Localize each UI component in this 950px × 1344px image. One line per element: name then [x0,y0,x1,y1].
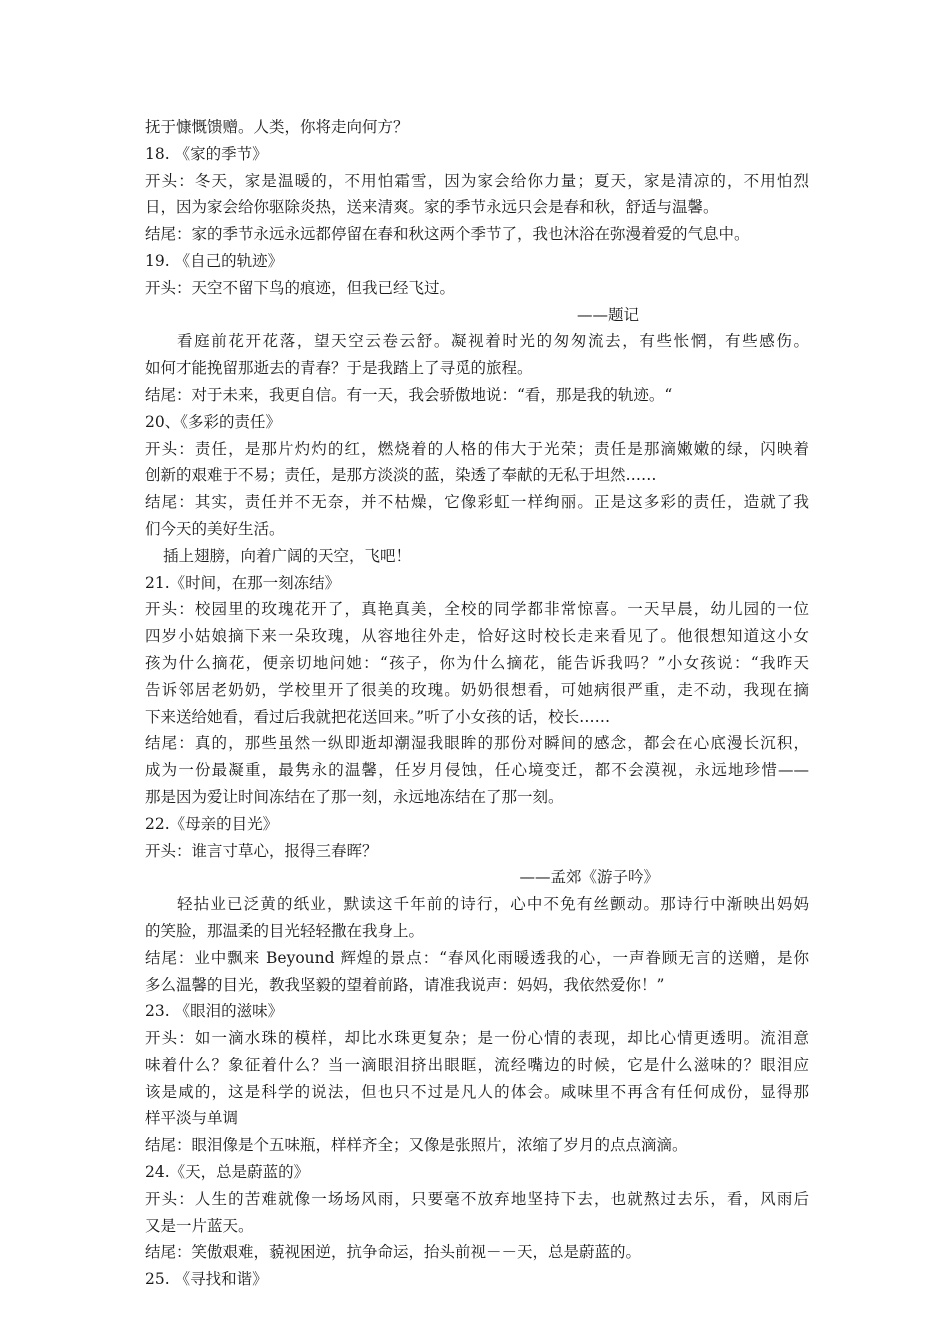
text-line: 创新的艰难于不易；责任，是那方淡淡的蓝，染透了奉献的无私于坦然…… [145,466,657,485]
text-line: 开头：谁言寸草心，报得三春晖？ [145,841,378,860]
epigraph-attribution: ——题记 [576,305,639,324]
text-line: 结尾：家的季节永远永远都停留在春和秋这两个季节了，我也沐浴在弥漫着爱的气息中。 [145,225,750,244]
text-line: 开头：冬天，家是温暖的，不用怕霜雪，因为家会给你力量；夏天，家是清凉的，不用怕烈 [145,171,809,190]
text-line: 开头：天空不留下鸟的痕迹，但我已经飞过。 [145,278,456,297]
text-line: 的笑脸，那温柔的目光轻轻撒在我身上。 [145,921,425,940]
text-line: 该是咸的，这是科学的说法，但也只不过是凡人的体会。咸味里不再含有任何成份，显得那 [145,1082,809,1101]
essay-title: 24.《天，总是蔚蓝的》 [145,1163,310,1182]
essay-title: 19. 《自己的轨迹》 [145,251,284,270]
text-line: 告诉邻居老奶奶，学校里开了很美的玫瑰。奶奶很想看，可她病很严重，走不动，我现在摘 [145,680,809,699]
text-line: 日，因为家会给你驱除炎热，送来清爽。家的季节永远只会是春和秋，舒适与温馨。 [145,198,719,217]
text-line: 成为一份最凝重，最隽永的温馨，任岁月侵蚀，任心境变迁，都不会漠视，永远地珍惜—— [145,761,809,780]
text-line: 结尾：笑傲艰难，藐视困逆，抗争命运，抬头前视－－天，总是蔚蓝的。 [145,1243,642,1262]
text-line: 抚于慷慨馈赠。人类，你将走向何方？ [145,118,409,136]
text-line: 结尾：真的，那些虽然一纵即逝却潮湿我眼眸的那份对瞬间的感念，都会在心底漫长沉积， [145,734,809,753]
document-body [145,114,809,1293]
text-line: 结尾：其实，责任并不无奈，并不枯燥，它像彩虹一样绚丽。正是这多彩的责任，造就了我 [145,493,809,512]
text-line: 下来送给她看，看过后我就把花送回来。”听了小女孩的话，校长…… [145,707,611,726]
essay-title: 18. 《家的季节》 [145,144,268,163]
text-line: 多么温馨的目光，教我坚毅的望着前路，请准我说声：妈妈，我依然爱你！” [145,975,665,994]
text-line: 看庭前花开花落，望天空云卷云舒。凝视着时光的匆匆流去，有些怅惘，有些感伤。 [177,332,809,351]
text-line: 轻拈业已泛黄的纸业，默读这千年前的诗行，心中不免有丝颤动。那诗行中渐映出妈妈 [177,895,809,914]
essay-title: 20、《多彩的责任》 [145,412,281,431]
essay-title: 22.《母亲的目光》 [145,814,279,833]
text-line: 味着什么？象征着什么？当一滴眼泪挤出眼眶，流经嘴边的时候，它是什么滋味的？眼泪应 [145,1055,809,1074]
essay-title: 25. 《寻找和谐》 [145,1270,268,1289]
text-line: 开头：校园里的玫瑰花开了，真艳真美，全校的同学都非常惊喜。一天早晨，幼儿园的一位 [145,600,809,619]
essay-title: 21.《时间，在那一刻冻结》 [145,573,341,592]
text-line: 结尾：业中飘来 Beyound 辉煌的景点：“春风化雨暖透我的心，一声眷顾无言的送赠，是你 [145,948,809,967]
text-line: 如何才能挽留那逝去的青春？于是我踏上了寻觅的旅程。 [145,359,533,378]
text-line: 开头：责任，是那片灼灼的红，燃烧着的人格的伟大于光荣；责任是那滴嫩嫩的绿，闪映着 [145,439,809,458]
text-line: 样平淡与单调 [145,1109,239,1128]
text-line: 孩为什么摘花，便亲切地问她：“孩子，你为什么摘花，能告诉我吗？”小女孩说：“我昨天 [145,653,809,672]
text-line: 插上翅膀，向着广阔的天空，飞吧！ [163,546,412,565]
text-line: 结尾：眼泪像是个五味瓶，样样齐全；又像是张照片，浓缩了岁月的点点滴滴。 [145,1136,688,1155]
text-line: 开头：如一滴水珠的模样，却比水珠更复杂；是一份心情的表现，却比心情更透明。流泪意 [145,1029,809,1048]
text-line: 结尾：对于未来，我更自信。有一天，我会骄傲地说：“看，那是我的轨迹。“ [145,385,673,404]
essay-title: 23. 《眼泪的滋味》 [145,1002,284,1021]
text-line: 开头：人生的苦难就像一场场风雨，只要毫不放弃地坚持下去，也就熬过去乐，看，风雨后 [145,1189,809,1208]
epigraph-attribution: ——孟郊《游子吟》 [519,868,659,887]
text-line: 那是因为爱让时间冻结在了那一刻，永远地冻结在了那一刻。 [145,787,564,806]
text-line: 四岁小姑娘摘下来一朵玫瑰，从容地往外走，恰好这时校长走来看见了。他很想知道这小女 [145,627,809,646]
text-line: 们今天的美好生活。 [145,519,285,538]
text-line: 又是一片蓝天。 [145,1216,254,1235]
